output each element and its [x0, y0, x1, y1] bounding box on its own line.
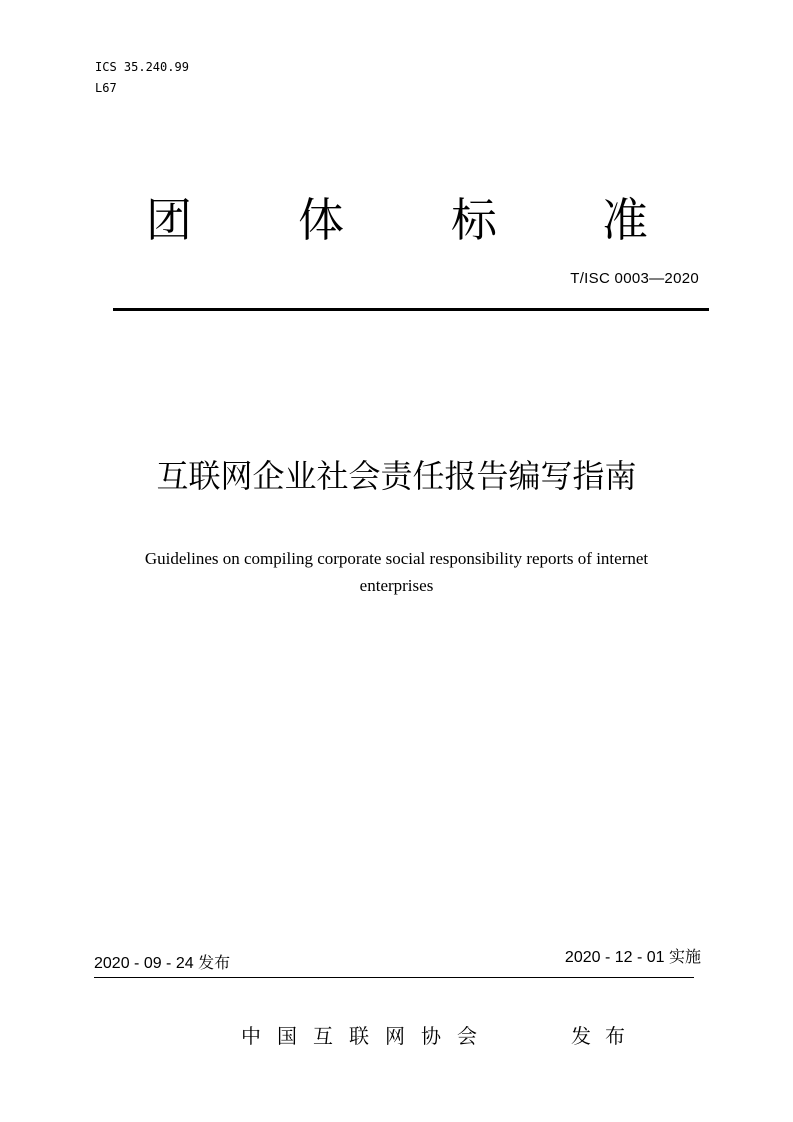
- publisher-name: 中国互联网协会: [241, 1024, 493, 1048]
- footer-divider: [94, 977, 694, 978]
- standard-type-char: 标: [451, 193, 497, 247]
- standard-type-char: 体: [298, 193, 344, 247]
- standard-type-char: 准: [602, 193, 648, 247]
- standard-type-char: 团: [146, 193, 192, 247]
- standard-number: T/ISC 0003—2020: [570, 270, 699, 287]
- document-title-chinese: 互联网企业社会责任报告编写指南: [156, 457, 637, 495]
- implementation-date: 2020 - 12 - 01 实施: [564, 949, 701, 966]
- publish-date: 2020 - 09 - 24 发布: [94, 955, 231, 972]
- ics-code: ICS 35.240.99: [95, 60, 189, 74]
- header-divider: [113, 308, 709, 311]
- classification-code: L67: [95, 81, 117, 95]
- publish-label: 发布: [571, 1024, 639, 1048]
- document-title-english: Guidelines on compiling corporate social responsibility reports of internet enterprises: [144, 549, 649, 595]
